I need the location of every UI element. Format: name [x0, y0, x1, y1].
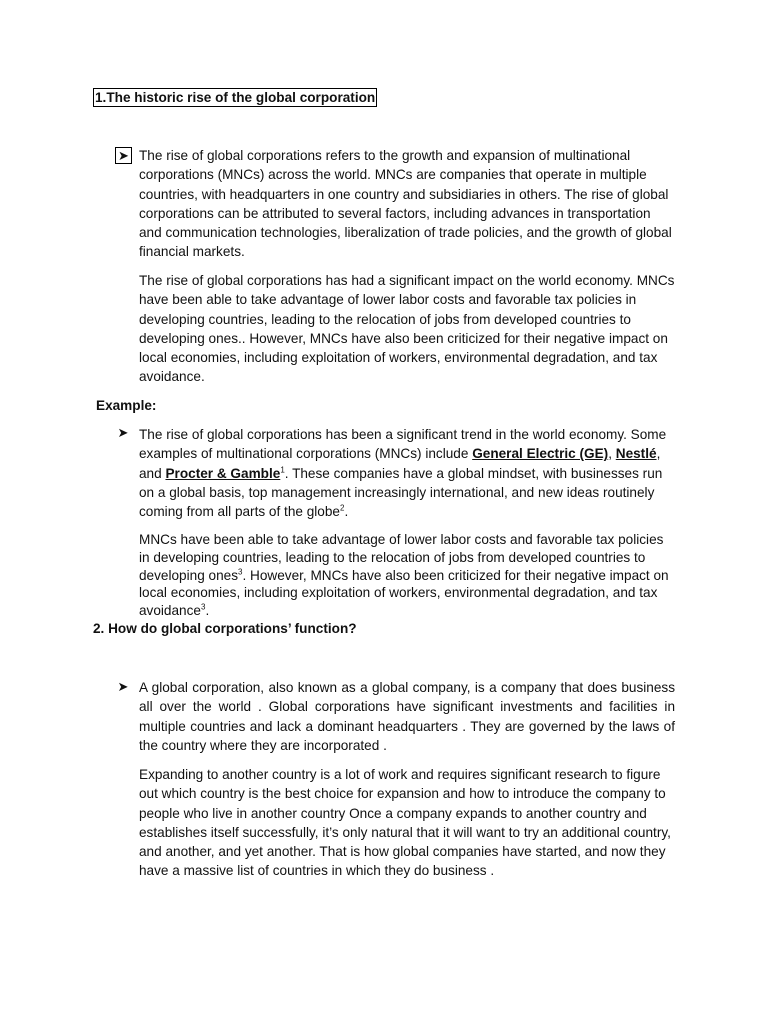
footnote-marker: 2: [340, 503, 345, 513]
example-text: The rise of global corporations has been a significant trend in the world economy. Some examples of multinational corporations (MNCs) include: [139, 427, 667, 462]
section1-paragraph-2: The rise of global corporations has had a significant impact on the world economy. MNCs have been able to take advantage of lower labor costs and favorable tax policies in developing countries, leading to the relocation of jobs from developed countries to developing ones.. However, MNCs have also been criticized for their negative impact on local economies, including exploitation of workers, environmental degradation, and tax avoidance.: [139, 273, 675, 385]
section1-heading: 1.The historic rise of the global corporation: [95, 90, 376, 105]
arrowhead-bullet-icon: ➤: [115, 147, 132, 164]
section2-paragraph-2: Expanding to another country is a lot of work and requires significant research to figure out which country is the best choice for expansion and how to introduce the company to people who live in another country Once a company expands to another country and establishes itself successfully, it’s only natural that it will want to try an additional country, and another, and yet another. That is how global companies have started, and now they have a massive list of countries in which they do business .: [139, 767, 671, 879]
reference-procter-gamble: Procter & Gamble: [165, 465, 281, 481]
example-text: . However, MNCs have also been criticized for their negative impact on local economies, including exploitation of workers, environmental degradation, and tax avoidance: [139, 567, 669, 619]
footnote-marker: 3: [200, 602, 206, 612]
footnote-marker: 3: [238, 567, 243, 577]
section2-paragraph-1: A global corporation, also known as a global company, is a company that does business all over the world . Global corporations have significant investments and facilities in multiple countries and lack a dominant headquarters . They are governed by the laws of the country where they are incorporated .: [139, 680, 675, 753]
reference-general-electric: General Electric (GE): [472, 446, 609, 462]
example-text: .: [205, 603, 210, 619]
example-text: .: [344, 504, 349, 520]
arrowhead-bullet-icon: ➤: [117, 679, 129, 694]
reference-nestle: Nestlé: [615, 446, 657, 462]
footnote-marker: 1: [280, 465, 285, 475]
separator: ,: [608, 446, 616, 462]
arrowhead-bullet-icon: ➤: [117, 425, 129, 440]
example-paragraph-1: [139, 425, 675, 521]
section2-heading: 2. How do global corporations’ function?: [93, 621, 357, 636]
example-paragraph-2: [139, 531, 675, 620]
example-text: . These companies have a global mindset, with businesses run on a global basis, top management increasingly international, and new ideas routinely coming from all parts of the globe: [139, 465, 663, 520]
example-text: MNCs have been able to take advantage of lower labor costs and favorable tax policies in developing countries, leading to the relocation of jobs from developed countries to developing ones: [139, 532, 664, 583]
example-label: Example:: [96, 398, 157, 413]
section1-paragraph-1: The rise of global corporations refers to the growth and expansion of multinational corporations (MNCs) across the world. MNCs are companies that operate in multiple countries, with headquarters in one country and subsidiaries in others. The rise of global corporations can be attributed to several factors, including advances in transportation and communication technologies, liberalization of trade policies, and the growth of global financial markets.: [139, 148, 672, 260]
separator: , and: [139, 446, 661, 481]
